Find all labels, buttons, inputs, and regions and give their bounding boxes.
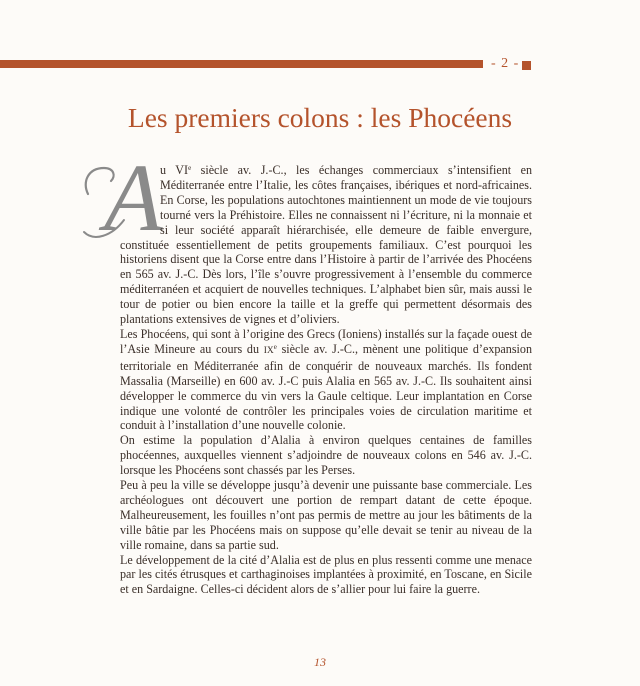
drop-cap-letter: A: [104, 146, 163, 251]
paragraph-4: Peu à peu la ville se développe jusqu’à devenir une puissante base commerciale. Les archéologues ont découvert une portion de rempart datant de cette époque. Malheureusement, les fouilles n’ont pas permis de mettre au jour les bâtiments de la ville bâtie par les Phocéens mais on suppose qu’elle devait se tenir au niveau de la ville romaine, dans sa partie sud.: [120, 478, 532, 552]
paragraph-2: Les Phocéens, qui sont à l’origine des Grecs (Ioniens) installés sur la façade ouest de l’Asie Mineure au cours du IXe siècle av. J.-C., mènent une politique d’expansion territoriale en Méditerranée afin de conquérir de nouveaux marchés. Ils fondent Massalia (Marseille) en 600 av. J.-C puis Alalia en 565 av. J.-C. Ils souhaitent ainsi développer le commerce du vin vers la Gaule celtique. Leur implantation en Corse indique une volonté de contrôler les principales voies de circulation maritime et conduit à l’installation d’une nouvelle colonie.: [120, 326, 532, 433]
paragraph-3: On estime la population d’Alalia à environ quelques centaines de familles phocéennes, auxquelles viennent s’adjoindre de nouveaux colons en 546 av. J.-C. lorsque les Phocéens sont chassés par les Perses.: [120, 433, 532, 478]
chapter-marker: - 2 -: [491, 56, 520, 71]
paragraph-5: Le développement de la cité d’Alalia est de plus en plus ressenti comme une menace par les cités étrusques et carthaginoises implantées à proximité, en Toscane, en Sicile et en Sardaigne. Celles-ci décident alors de s’allier pour lui faire la guerre.: [120, 552, 532, 597]
chapter-square-icon: [522, 61, 531, 70]
article-body: [120, 163, 532, 597]
header-rule: [0, 60, 483, 68]
page-title: Les premiers colons : les Phocéens: [127, 102, 513, 133]
paragraph-1: u VIe siècle av. J.-C., les échanges commerciaux s’intensifient en Méditerranée entre l’Italie, les côtes françaises, ibériques et nord-africaines. En Corse, les populations autochtones maintiennent un mode de vie toujours tourné vers la Préhistoire. Elles ne connaissent ni l’écriture, ni la monnaie et si leur société apparaît hiérarchisée, elle demeure de faible envergure, constituée essentiellement de petits groupements familiaux. C’est pourquoi les historiens disent que la Corse entre dans l’Histoire à partir de l’arrivée des Phocéens en 565 av. J.-C. Dès lors, l’île s’ouvre progressivement à l’ensemble du commerce méditerranéen et acquiert de nouvelles techniques. L’alphabet bien sûr, mais aussi le tour de potier ou bien encore la taille et la greffe qui permettent désormais des plantations extensives de vignes et d’oliviers.: [120, 163, 532, 327]
page-number: 13: [314, 655, 326, 669]
